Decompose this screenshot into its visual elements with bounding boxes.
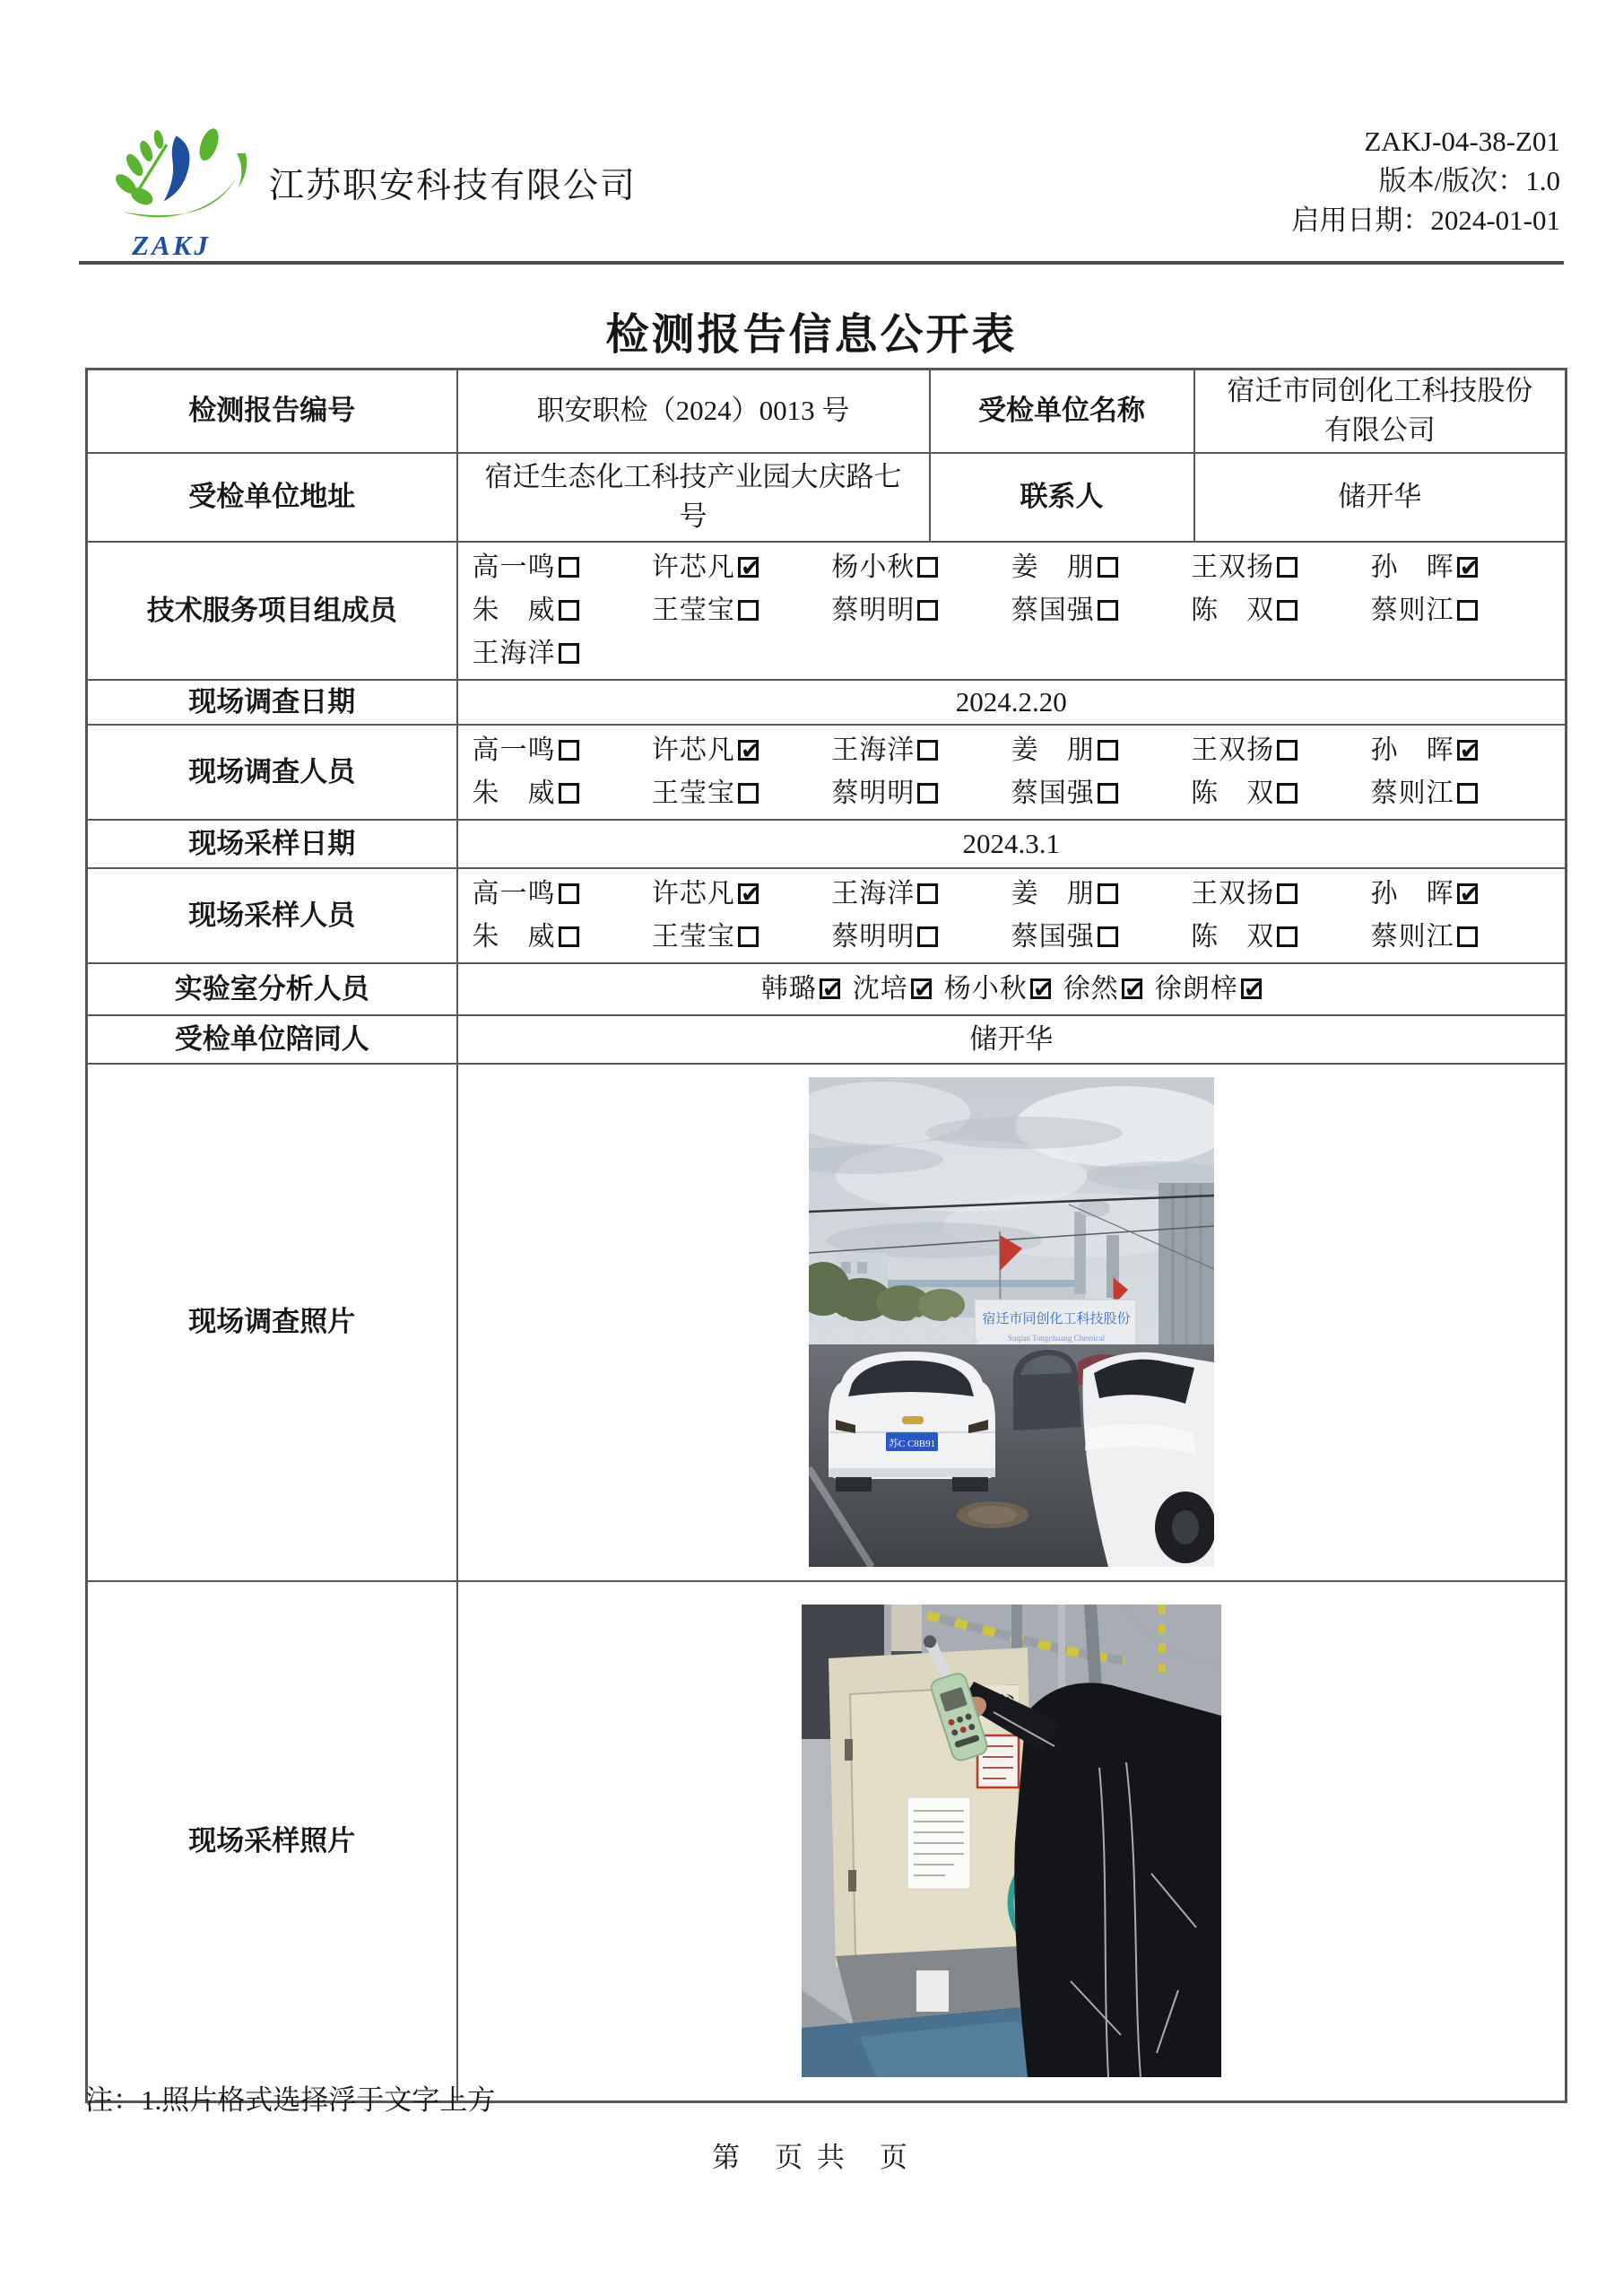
sample-date-label: 现场采样日期 — [87, 820, 457, 868]
sample-photo-cell — [457, 1581, 1567, 2102]
base-label — [916, 1970, 949, 2012]
footnote: 注：1.照片格式选择浮于文字上方 — [85, 2084, 496, 2116]
logo-text: ZAKJ — [132, 230, 211, 261]
checkbox-unchecked[interactable] — [1457, 600, 1478, 621]
report-info-table — [85, 368, 1567, 2103]
member-name: 蔡国强 — [1011, 595, 1095, 625]
checkbox-unchecked[interactable] — [559, 643, 579, 664]
member-name: 王莹宝 — [651, 595, 735, 625]
member-item — [652, 548, 831, 587]
member-item — [831, 774, 1011, 813]
member-item — [652, 918, 831, 957]
member-item — [1191, 591, 1370, 631]
member-line — [458, 916, 1566, 959]
checkbox-unchecked[interactable] — [917, 740, 938, 761]
member-name: 蔡则江 — [1370, 595, 1454, 625]
member-item — [473, 874, 652, 914]
checkbox-checked[interactable]: ✔ — [911, 978, 932, 999]
checkbox-unchecked[interactable] — [1098, 926, 1118, 947]
member-item — [1191, 731, 1370, 770]
member-item — [831, 874, 1011, 914]
checkbox-unchecked[interactable] — [1098, 783, 1118, 804]
member-name: 杨小秋 — [831, 552, 916, 582]
member-item — [1371, 591, 1550, 631]
member-name: 高一鸣 — [472, 735, 556, 765]
checkbox-unchecked[interactable] — [559, 600, 579, 621]
member-name: 陈 双 — [1191, 921, 1275, 952]
member-item — [1371, 774, 1550, 813]
table-row — [87, 370, 1567, 453]
lab-staff-list — [457, 963, 1567, 1015]
table-row — [87, 1064, 1567, 1581]
member-name: 姜 朋 — [1011, 878, 1095, 909]
survey-staff-label: 现场调查人员 — [87, 725, 457, 820]
table-row — [87, 820, 1567, 868]
sample-date-value: 2024.3.1 — [457, 820, 1567, 868]
member-name: 许芯凡 — [651, 735, 735, 765]
member-name: 孙 晖 — [1370, 552, 1454, 582]
checkbox-unchecked[interactable] — [738, 600, 759, 621]
checkbox-unchecked[interactable] — [738, 783, 759, 804]
table-row — [87, 542, 1567, 680]
unit-name-value: 宿迁市同创化工科技股份有限公司 — [1194, 370, 1567, 453]
report-no-value: 职安职检（2024）0013 号 — [457, 370, 930, 453]
checkbox-unchecked[interactable] — [917, 600, 938, 621]
member-item — [1191, 548, 1370, 587]
member-item — [473, 731, 652, 770]
member-name: 姜 朋 — [1011, 735, 1095, 765]
member-name: 孙 晖 — [1370, 735, 1454, 765]
member-item — [1011, 774, 1191, 813]
table-row — [87, 680, 1567, 725]
survey-photo-label: 现场调查照片 — [87, 1064, 457, 1581]
member-item — [473, 634, 652, 674]
wheel — [836, 1477, 872, 1492]
table-row — [87, 725, 1567, 820]
member-name: 许芯凡 — [651, 878, 735, 909]
checkbox-unchecked[interactable] — [559, 740, 579, 761]
company-name: 江苏职安科技有限公司 — [269, 167, 638, 205]
member-item — [831, 731, 1011, 770]
member-name: 王双扬 — [1191, 735, 1275, 765]
member-name: 沈培 — [852, 973, 908, 1004]
checkbox-unchecked[interactable] — [1277, 883, 1298, 904]
chimney — [1074, 1212, 1086, 1294]
member-item — [473, 918, 652, 957]
member-item — [1011, 548, 1191, 587]
checkbox-checked[interactable]: ✔ — [1122, 978, 1142, 999]
member-item — [1011, 874, 1191, 914]
member-name: 蔡则江 — [1370, 921, 1454, 952]
hinge — [848, 1870, 856, 1892]
lab-staff-label: 实验室分析人员 — [87, 963, 457, 1015]
checkbox-unchecked[interactable] — [1277, 600, 1298, 621]
checkbox-checked[interactable]: ✔ — [738, 557, 759, 578]
checkbox-unchecked[interactable] — [1457, 926, 1478, 947]
checkbox-unchecked[interactable] — [1098, 600, 1118, 621]
sample-photo-label: 现场采样照片 — [87, 1581, 457, 2102]
member-name: 孙 晖 — [1370, 878, 1454, 909]
sample-photo-image — [802, 1605, 1221, 2077]
checkbox-unchecked[interactable] — [559, 926, 579, 947]
member-line — [458, 589, 1566, 632]
checkbox-unchecked[interactable] — [917, 783, 938, 804]
banner-text: 宿迁市同创化工科技股份 — [982, 1312, 1131, 1326]
table-row — [87, 868, 1567, 963]
survey-photo-image — [809, 1077, 1214, 1567]
license-plate-text: 苏C C8B91 — [888, 1439, 935, 1449]
checkbox-unchecked[interactable] — [917, 883, 938, 904]
member-item — [1155, 970, 1262, 1009]
member-name: 韩璐 — [760, 973, 817, 1004]
member-item — [1191, 918, 1370, 957]
checkbox-checked[interactable]: ✔ — [1241, 978, 1262, 999]
survey-date-label: 现场调查日期 — [87, 680, 457, 725]
member-item — [473, 591, 652, 631]
contact-label: 联系人 — [930, 453, 1194, 542]
sample-staff-label: 现场采样人员 — [87, 868, 457, 963]
checkbox-unchecked[interactable] — [738, 926, 759, 947]
member-item — [1011, 731, 1191, 770]
member-item — [652, 731, 831, 770]
member-item — [473, 548, 652, 587]
member-name: 高一鸣 — [472, 552, 556, 582]
leaf-logo-icon — [102, 126, 262, 235]
sample-staff-grid — [457, 868, 1567, 963]
member-item — [652, 591, 831, 631]
member-name: 王莹宝 — [651, 921, 735, 952]
member-item — [760, 970, 843, 1009]
escort-value: 储开华 — [457, 1015, 1567, 1064]
doc-version: 版本/版次：1.0 — [1378, 165, 1560, 196]
member-name: 姜 朋 — [1011, 552, 1095, 582]
survey-staff-grid — [457, 725, 1567, 820]
member-item — [1191, 874, 1370, 914]
member-item — [1371, 548, 1550, 587]
checkbox-checked[interactable]: ✔ — [1457, 883, 1478, 904]
member-name: 陈 双 — [1191, 595, 1275, 625]
escort-label: 受检单位陪同人 — [87, 1015, 457, 1064]
checkbox-checked[interactable]: ✔ — [1457, 740, 1478, 761]
member-line — [458, 968, 1566, 1011]
document-meta — [1291, 122, 1560, 240]
survey-date-value: 2024.2.20 — [457, 680, 1567, 725]
checkbox-checked[interactable]: ✔ — [1457, 557, 1478, 578]
member-item — [473, 774, 652, 813]
member-name: 王海洋 — [831, 735, 916, 765]
table-row — [87, 1015, 1567, 1064]
member-name: 蔡国强 — [1011, 921, 1095, 952]
member-name: 王海洋 — [472, 638, 556, 668]
white-sedan — [829, 1352, 995, 1492]
doc-start-date: 启用日期：2024-01-01 — [1291, 204, 1560, 236]
member-name: 蔡明明 — [831, 595, 916, 625]
report-no-label: 检测报告编号 — [87, 370, 457, 453]
member-line — [458, 632, 1566, 675]
checkbox-checked[interactable]: ✔ — [820, 978, 840, 999]
checkbox-unchecked[interactable] — [917, 557, 938, 578]
white-coupe — [1082, 1352, 1214, 1567]
survey-photo-cell — [457, 1064, 1567, 1581]
member-item — [1191, 774, 1370, 813]
contact-value: 储开华 — [1194, 453, 1567, 542]
page-number: 第 页 共 页 — [712, 2142, 911, 2173]
member-name: 蔡国强 — [1011, 778, 1095, 808]
member-name: 王双扬 — [1191, 552, 1275, 582]
control-cabinet — [829, 1648, 1035, 1967]
member-name: 王海洋 — [831, 878, 916, 909]
doc-code: ZAKJ-04-38-Z01 — [1364, 126, 1560, 157]
checkbox-checked[interactable]: ✔ — [738, 740, 759, 761]
unit-addr-label: 受检单位地址 — [87, 453, 457, 542]
team-member-grid — [457, 542, 1567, 680]
member-line — [458, 729, 1566, 772]
checkbox-unchecked[interactable] — [1277, 926, 1298, 947]
header-divider — [79, 261, 1564, 265]
checkbox-unchecked[interactable] — [559, 883, 579, 904]
hinge — [845, 1739, 853, 1761]
dark-car — [1013, 1350, 1081, 1431]
table-row — [87, 453, 1567, 542]
member-name: 王莹宝 — [651, 778, 735, 808]
member-line — [458, 873, 1566, 916]
checkbox-unchecked[interactable] — [559, 783, 579, 804]
banner-subtext: Suqian Tongchuang Chemical — [1007, 1334, 1105, 1343]
member-name: 朱 威 — [472, 921, 556, 952]
checkbox-unchecked[interactable] — [1277, 783, 1298, 804]
member-line — [458, 772, 1566, 815]
member-item — [1371, 731, 1550, 770]
checkbox-unchecked[interactable] — [1457, 783, 1478, 804]
member-item — [652, 874, 831, 914]
member-item — [831, 591, 1011, 631]
wheel — [952, 1477, 988, 1492]
company-logo — [90, 126, 287, 269]
checkbox-checked[interactable]: ✔ — [1030, 978, 1051, 999]
member-name: 蔡则江 — [1370, 778, 1454, 808]
member-line — [458, 546, 1566, 589]
member-name: 徐朗梓 — [1154, 973, 1238, 1004]
member-name: 陈 双 — [1191, 778, 1275, 808]
member-item — [1011, 591, 1191, 631]
member-name: 杨小秋 — [943, 973, 1028, 1004]
checkbox-checked[interactable]: ✔ — [738, 883, 759, 904]
member-name: 王双扬 — [1191, 878, 1275, 909]
member-item — [1063, 970, 1145, 1009]
member-name: 蔡明明 — [831, 778, 916, 808]
unit-addr-value: 宿迁生态化工科技产业园大庆路七号 — [457, 453, 930, 542]
checkbox-unchecked[interactable] — [1277, 557, 1298, 578]
checkbox-unchecked[interactable] — [559, 557, 579, 578]
unit-name-label: 受检单位名称 — [930, 370, 1194, 453]
member-item — [831, 548, 1011, 587]
member-item — [943, 970, 1054, 1009]
member-name: 朱 威 — [472, 595, 556, 625]
table-row — [87, 1581, 1567, 2102]
page-title: 检测报告信息公开表 — [605, 311, 1018, 359]
member-item — [1371, 874, 1550, 914]
member-name: 高一鸣 — [472, 878, 556, 909]
member-name: 蔡明明 — [831, 921, 916, 952]
member-name: 朱 威 — [472, 778, 556, 808]
member-item — [652, 774, 831, 813]
table-row — [87, 963, 1567, 1015]
checkbox-unchecked[interactable] — [1098, 557, 1118, 578]
member-item — [1371, 918, 1550, 957]
team-label: 技术服务项目组成员 — [87, 542, 457, 680]
member-item — [1011, 918, 1191, 957]
checkbox-unchecked[interactable] — [1277, 740, 1298, 761]
checkbox-unchecked[interactable] — [1098, 883, 1118, 904]
member-name: 许芯凡 — [651, 552, 735, 582]
checkbox-unchecked[interactable] — [1098, 740, 1118, 761]
chevrolet-emblem — [902, 1416, 924, 1424]
member-item — [853, 970, 932, 1009]
member-item — [831, 918, 1011, 957]
checkbox-unchecked[interactable] — [917, 926, 938, 947]
member-name: 徐然 — [1063, 973, 1119, 1004]
